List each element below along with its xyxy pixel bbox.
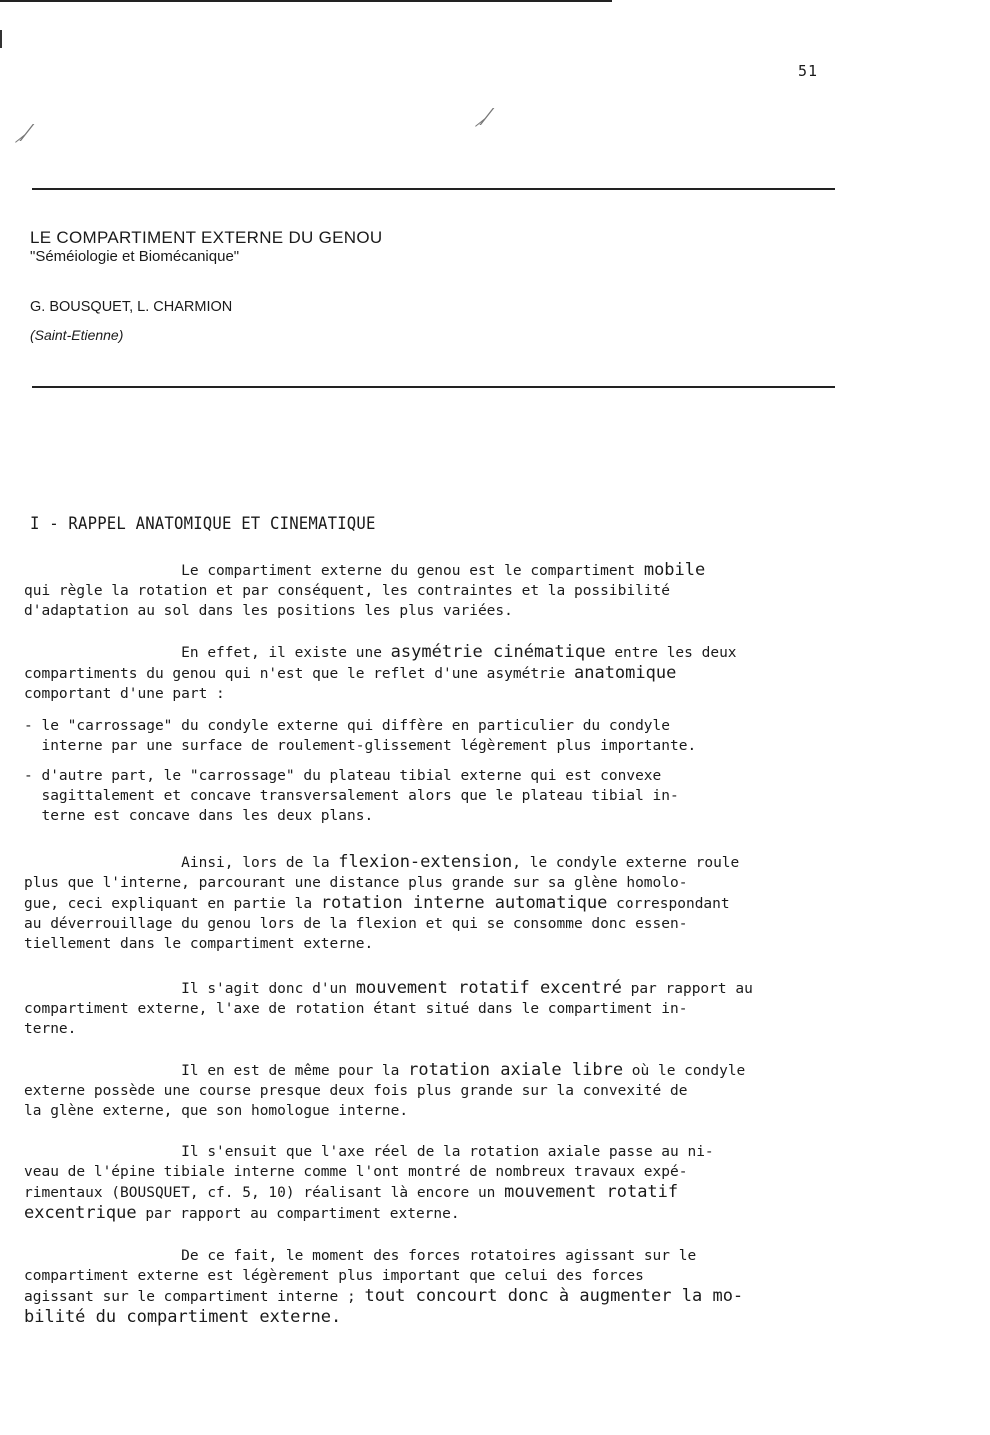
text-line: entre les deux (605, 645, 737, 661)
text-line: terne est concave dans les deux plans. (24, 808, 374, 824)
text-line: tiellement dans le compartiment externe. (24, 936, 374, 952)
emphasis-text: mobile (643, 560, 706, 580)
text-line: compartiment externe, l'axe de rotation étant situé dans le compartiment in- (24, 1001, 688, 1017)
text-line: correspondant (607, 896, 730, 912)
list-item (24, 766, 824, 826)
text-line: au déverrouillage du genou lors de la flexion et qui se consomme donc essen- (24, 916, 688, 932)
text-line: comportant d'une part : (24, 686, 225, 702)
header-top-rule (32, 188, 835, 190)
paragraph (24, 1246, 824, 1328)
text-line: Il en est de même pour la (181, 1063, 409, 1079)
emphasis-text: asymétrie cinématique (390, 642, 606, 662)
article-authors: G. BOUSQUET, L. CHARMION (30, 299, 233, 315)
text-line: sagittalement et concave transversalement alors que le plateau tibial in- (24, 788, 679, 804)
text-line: Il s'ensuit que l'axe réel de la rotation axiale passe au ni- (181, 1144, 714, 1160)
emphasis-text: anatomique (573, 663, 677, 683)
text-line: rimentaux (BOUSQUET, cf. 5, 10) réalisant là encore un (24, 1185, 505, 1201)
emphasis-text: excentrique (24, 1203, 137, 1223)
text-line: agissant sur le compartiment interne ; (24, 1289, 365, 1305)
text-line: la glène externe, que son homologue interne. (24, 1103, 409, 1119)
text-line: veau de l'épine tibiale interne comme l'ont montré de nombreux travaux expé- (24, 1164, 688, 1180)
header-bottom-rule (32, 386, 835, 388)
text-line: En effet, il existe une (181, 645, 391, 661)
paragraph (24, 642, 824, 704)
emphasis-text: bilité du compartiment externe. (24, 1307, 342, 1327)
article-title: LE COMPARTIMENT EXTERNE DU GENOU (30, 228, 383, 247)
text-line: Le compartiment externe du genou est le compartiment (181, 563, 644, 579)
text-line: terne. (24, 1021, 77, 1037)
paragraph (24, 852, 824, 954)
emphasis-text: tout concourt donc à augmenter la mo- (364, 1286, 744, 1306)
text-line: gue, ceci expliquant en partie la (24, 896, 321, 912)
emphasis-text: mouvement rotatif (504, 1182, 679, 1202)
emphasis-text: rotation interne automatique (320, 893, 608, 913)
paragraph (24, 978, 824, 1039)
text-line: - d'autre part, le "carrossage" du plateau tibial externe qui est convexe (24, 768, 662, 784)
list-item (24, 716, 824, 756)
text-line: interne par une surface de roulement-glissement légèrement plus importante. (24, 738, 697, 754)
text-line: plus que l'interne, parcourant une distance plus grande sur sa glène homolo- (24, 875, 688, 891)
paragraph (24, 560, 824, 621)
text-line: De ce fait, le moment des forces rotatoires agissant sur le (181, 1248, 697, 1264)
text-line: , le condyle externe roule (512, 855, 740, 871)
text-line: compartiment externe est légèrement plus important que celui des forces (24, 1268, 644, 1284)
text-line: où le condyle (623, 1063, 746, 1079)
text-line: d'adaptation au sol dans les positions les plus variées. (24, 603, 513, 619)
emphasis-text: flexion-extension (338, 852, 513, 872)
emphasis-text: rotation axiale libre (408, 1060, 624, 1080)
text-line: compartiments du genou qui n'est que le reflet d'une asymétrie (24, 666, 574, 682)
paragraph (24, 1060, 824, 1121)
scan-margin-mark (0, 30, 2, 48)
scan-artifact-mark: ⸝⁄ (474, 106, 489, 131)
page-number: 51 (798, 62, 819, 80)
text-line: - le "carrossage" du condyle externe qui diffère en particulier du condyle (24, 718, 671, 734)
article-subtitle: "Séméiologie et Biomécanique" (30, 248, 240, 265)
emphasis-text: mouvement rotatif excentré (355, 978, 622, 998)
section-heading: I - RAPPEL ANATOMIQUE ET CINEMATIQUE (30, 514, 376, 534)
text-line: externe possède une course presque deux fois plus grande sur la convexité de (24, 1083, 688, 1099)
scan-artifact-mark: ⸝⁄ (14, 122, 29, 147)
paragraph (24, 1142, 824, 1224)
article-affiliation: (Saint-Etienne) (30, 327, 124, 343)
scan-border-line (0, 0, 612, 2)
text-line: Ainsi, lors de la (181, 855, 339, 871)
text-line: qui règle la rotation et par conséquent, les contraintes et la possibilité (24, 583, 671, 599)
text-line: Il s'agit donc d'un (181, 981, 356, 997)
text-line: par rapport au compartiment externe. (136, 1206, 460, 1222)
text-line: par rapport au (621, 981, 753, 997)
